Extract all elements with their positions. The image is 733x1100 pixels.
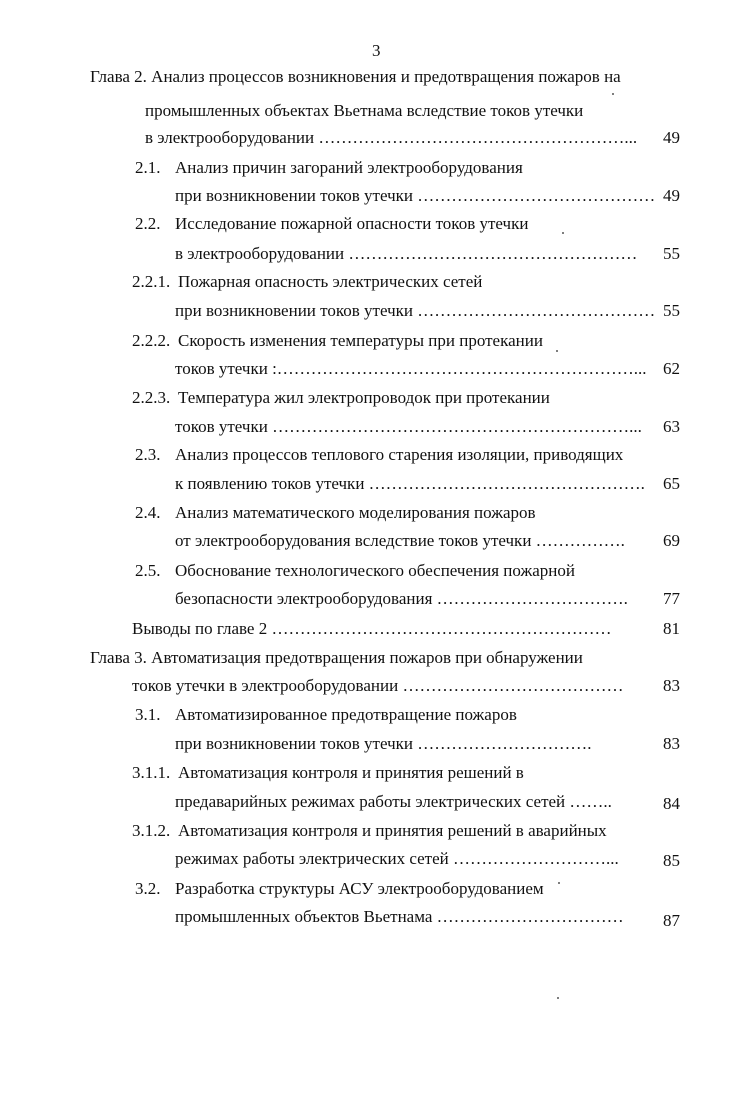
toc-section-2-2-1-title-line-2: при возникновении токов утечки …………………………………… bbox=[175, 301, 656, 320]
toc-section-2-5-title-line-2: безопасности электрооборудования ……………………………. bbox=[175, 589, 628, 608]
toc-section-3-1-title-line-2: при возникновении токов утечки …………………………. bbox=[175, 734, 592, 753]
toc-section-2-1-title: Анализ причин загораний электрооборудования bbox=[175, 158, 523, 177]
toc-section-2-2-1-page: 55 bbox=[663, 301, 680, 320]
toc-chapter-3-title-line-2: токов утечки в электрооборудовании ………………………………… bbox=[132, 676, 624, 695]
toc-section-2-2-3-title-line-2: токов утечки ………………………………………………………... bbox=[175, 417, 642, 436]
toc-section-2-2-title-line-2: в электрооборудовании …………………………………………… bbox=[175, 244, 638, 263]
toc-section-2-4-number: 2.4. bbox=[135, 503, 161, 522]
toc-section-3-1-title: Автоматизированное предотвращение пожаров bbox=[175, 705, 517, 724]
scan-speck bbox=[556, 350, 558, 352]
scan-speck bbox=[557, 997, 559, 999]
toc-section-3-1-2-page: 85 bbox=[663, 851, 680, 870]
toc-conclusions-chapter-2-page: 81 bbox=[663, 619, 680, 638]
toc-section-3-1-2-title-line-2: режимах работы электрических сетей ………………………... bbox=[175, 849, 619, 868]
toc-section-2-2-3-number: 2.2.3. bbox=[132, 388, 171, 407]
toc-section-2-4-title: Анализ математического моделирования пожаров bbox=[175, 503, 536, 522]
toc-section-2-2-2-title: Скорость изменения температуры при протекании bbox=[178, 331, 543, 350]
toc-section-2-2-number: 2.2. bbox=[135, 214, 161, 233]
toc-section-2-2-2-page: 62 bbox=[663, 359, 680, 378]
toc-section-3-1-2-title: Автоматизация контроля и принятия решений в аварийных bbox=[178, 821, 607, 840]
toc-section-2-1-page: 49 bbox=[663, 186, 680, 205]
toc-chapter-2-page: 49 bbox=[663, 128, 680, 147]
toc-section-2-2-2-number: 2.2.2. bbox=[132, 331, 171, 350]
toc-section-2-5-page: 77 bbox=[663, 589, 680, 608]
toc-section-3-1-1-title-line-2: предаварийных режимах работы электрических сетей …….. bbox=[175, 792, 612, 811]
scan-speck bbox=[562, 232, 564, 234]
toc-section-2-5-title: Обоснование технологического обеспечения пожарной bbox=[175, 561, 575, 580]
toc-section-3-1-1-page: 84 bbox=[663, 794, 680, 813]
scan-speck bbox=[558, 882, 560, 884]
toc-section-2-2-1-title: Пожарная опасность электрических сетей bbox=[178, 272, 483, 291]
scan-speck bbox=[612, 93, 614, 95]
toc-section-3-1-number: 3.1. bbox=[135, 705, 161, 724]
toc-section-3-1-2-number: 3.1.2. bbox=[132, 821, 171, 840]
toc-section-3-2-number: 3.2. bbox=[135, 879, 161, 898]
toc-section-2-3-title: Анализ процессов теплового старения изоляции, приводящих bbox=[175, 445, 624, 464]
toc-section-3-2-title-line-2: промышленных объектов Вьетнама …………………………… bbox=[175, 907, 624, 926]
toc-section-2-1-title-line-2: при возникновении токов утечки …………………………………… bbox=[175, 186, 656, 205]
toc-section-3-2-page: 87 bbox=[663, 911, 680, 930]
page-number: 3 bbox=[372, 41, 381, 60]
toc-section-2-2-title: Исследование пожарной опасности токов утечки bbox=[175, 214, 529, 233]
toc-section-2-2-1-number: 2.2.1. bbox=[132, 272, 171, 291]
toc-section-2-2-3-page: 63 bbox=[663, 417, 680, 436]
toc-section-2-4-title-line-2: от электрооборудования вследствие токов утечки ……………. bbox=[175, 531, 625, 550]
toc-section-2-3-title-line-2: к появлению токов утечки …………………………………………. bbox=[175, 474, 645, 493]
toc-chapter-3-title-line-1: Глава 3. Автоматизация предотвращения пожаров при обнаружении bbox=[90, 648, 583, 667]
toc-chapter-2-title-line-2: промышленных объектах Вьетнама вследствие токов утечки bbox=[145, 101, 584, 120]
toc-section-2-4-page: 69 bbox=[663, 531, 680, 550]
toc-section-2-2-2-title-line-2: токов утечки :………………………………………………………... bbox=[175, 359, 647, 378]
toc-section-2-3-number: 2.3. bbox=[135, 445, 161, 464]
toc-section-3-1-1-number: 3.1.1. bbox=[132, 763, 171, 782]
toc-chapter-2-title-line-1: Глава 2. Анализ процессов возникновения и предотвращения пожаров на bbox=[90, 67, 621, 86]
toc-section-2-3-page: 65 bbox=[663, 474, 680, 493]
toc-section-3-2-title: Разработка структуры АСУ электрооборудованием bbox=[175, 879, 544, 898]
toc-section-2-5-number: 2.5. bbox=[135, 561, 161, 580]
toc-section-3-1-page: 83 bbox=[663, 734, 680, 753]
toc-chapter-3-page: 83 bbox=[663, 676, 680, 695]
toc-section-3-1-1-title: Автоматизация контроля и принятия решений в bbox=[178, 763, 524, 782]
toc-section-2-1-number: 2.1. bbox=[135, 158, 161, 177]
toc-section-2-2-3-title: Температура жил электропроводок при протекании bbox=[178, 388, 550, 407]
toc-section-2-2-page: 55 bbox=[663, 244, 680, 263]
toc-conclusions-chapter-2: Выводы по главе 2 …………………………………………………… bbox=[132, 619, 612, 638]
toc-chapter-2-title-line-3: в электрооборудовании ………………………………………………... bbox=[145, 128, 638, 147]
